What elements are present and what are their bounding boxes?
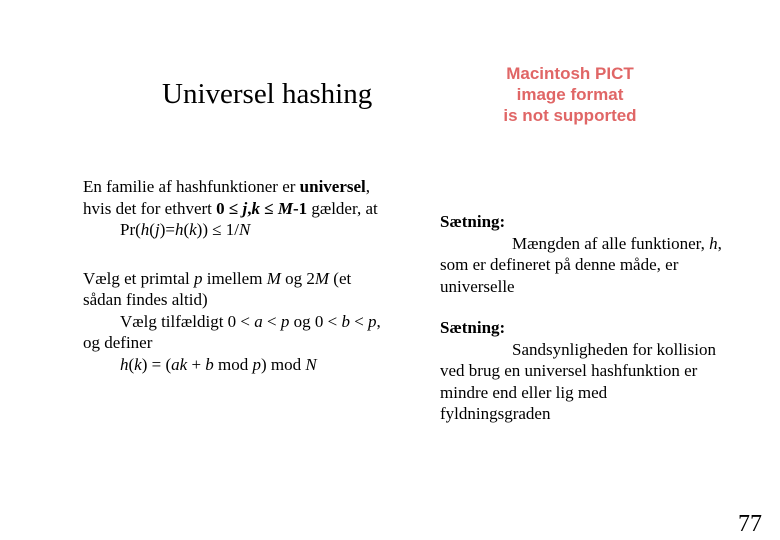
term-universel: universel (299, 177, 366, 196)
placeholder-line: is not supported (503, 106, 637, 125)
text-line: Sandsynligheden for kollision (512, 339, 716, 359)
text-line: Mængden af alle funktioner, h, (512, 233, 722, 253)
text-line: hvis det for ethvert 0 ≤ j,k ≤ M-1 gælder, at (83, 198, 378, 218)
text-line: mindre end eller lig med (440, 382, 608, 402)
theorem-heading: Sætning: (440, 318, 506, 337)
formula-line: Pr(h(j)=h(k)) ≤ 1/N (120, 220, 251, 239)
text-line: og definer (83, 333, 153, 352)
text-line: ved brug en universel hashfunktion er (440, 361, 698, 380)
construction-paragraph (83, 268, 408, 376)
text-line: En familie af hashfunktioner er universel, (83, 177, 371, 196)
formula-line: h(k) = (ak + b mod p) mod N (120, 354, 317, 374)
theorem-block (440, 317, 760, 425)
text-line: som er defineret på denne måde, er (440, 255, 679, 274)
definition-paragraph (83, 176, 408, 241)
text-line: sådan findes altid) (83, 290, 208, 309)
right-column (440, 211, 760, 425)
text-line: fyldningsgraden (440, 404, 551, 423)
placeholder-line: image format (516, 85, 624, 104)
left-column (83, 176, 408, 375)
theorem-heading: Sætning: (440, 212, 506, 231)
theorem-block (440, 211, 760, 297)
text-line: universelle (440, 276, 515, 296)
slide-title: Universel hashing (162, 78, 373, 110)
unsupported-image-placeholder (490, 63, 650, 126)
page-number: 77 (738, 511, 762, 537)
text-line: Vælg tilfældigt 0 < a < p og 0 < b < p, (120, 311, 381, 331)
placeholder-line: Macintosh PICT (506, 64, 634, 83)
text-line: Vælg et primtal p imellem M og 2M (et (83, 268, 352, 288)
